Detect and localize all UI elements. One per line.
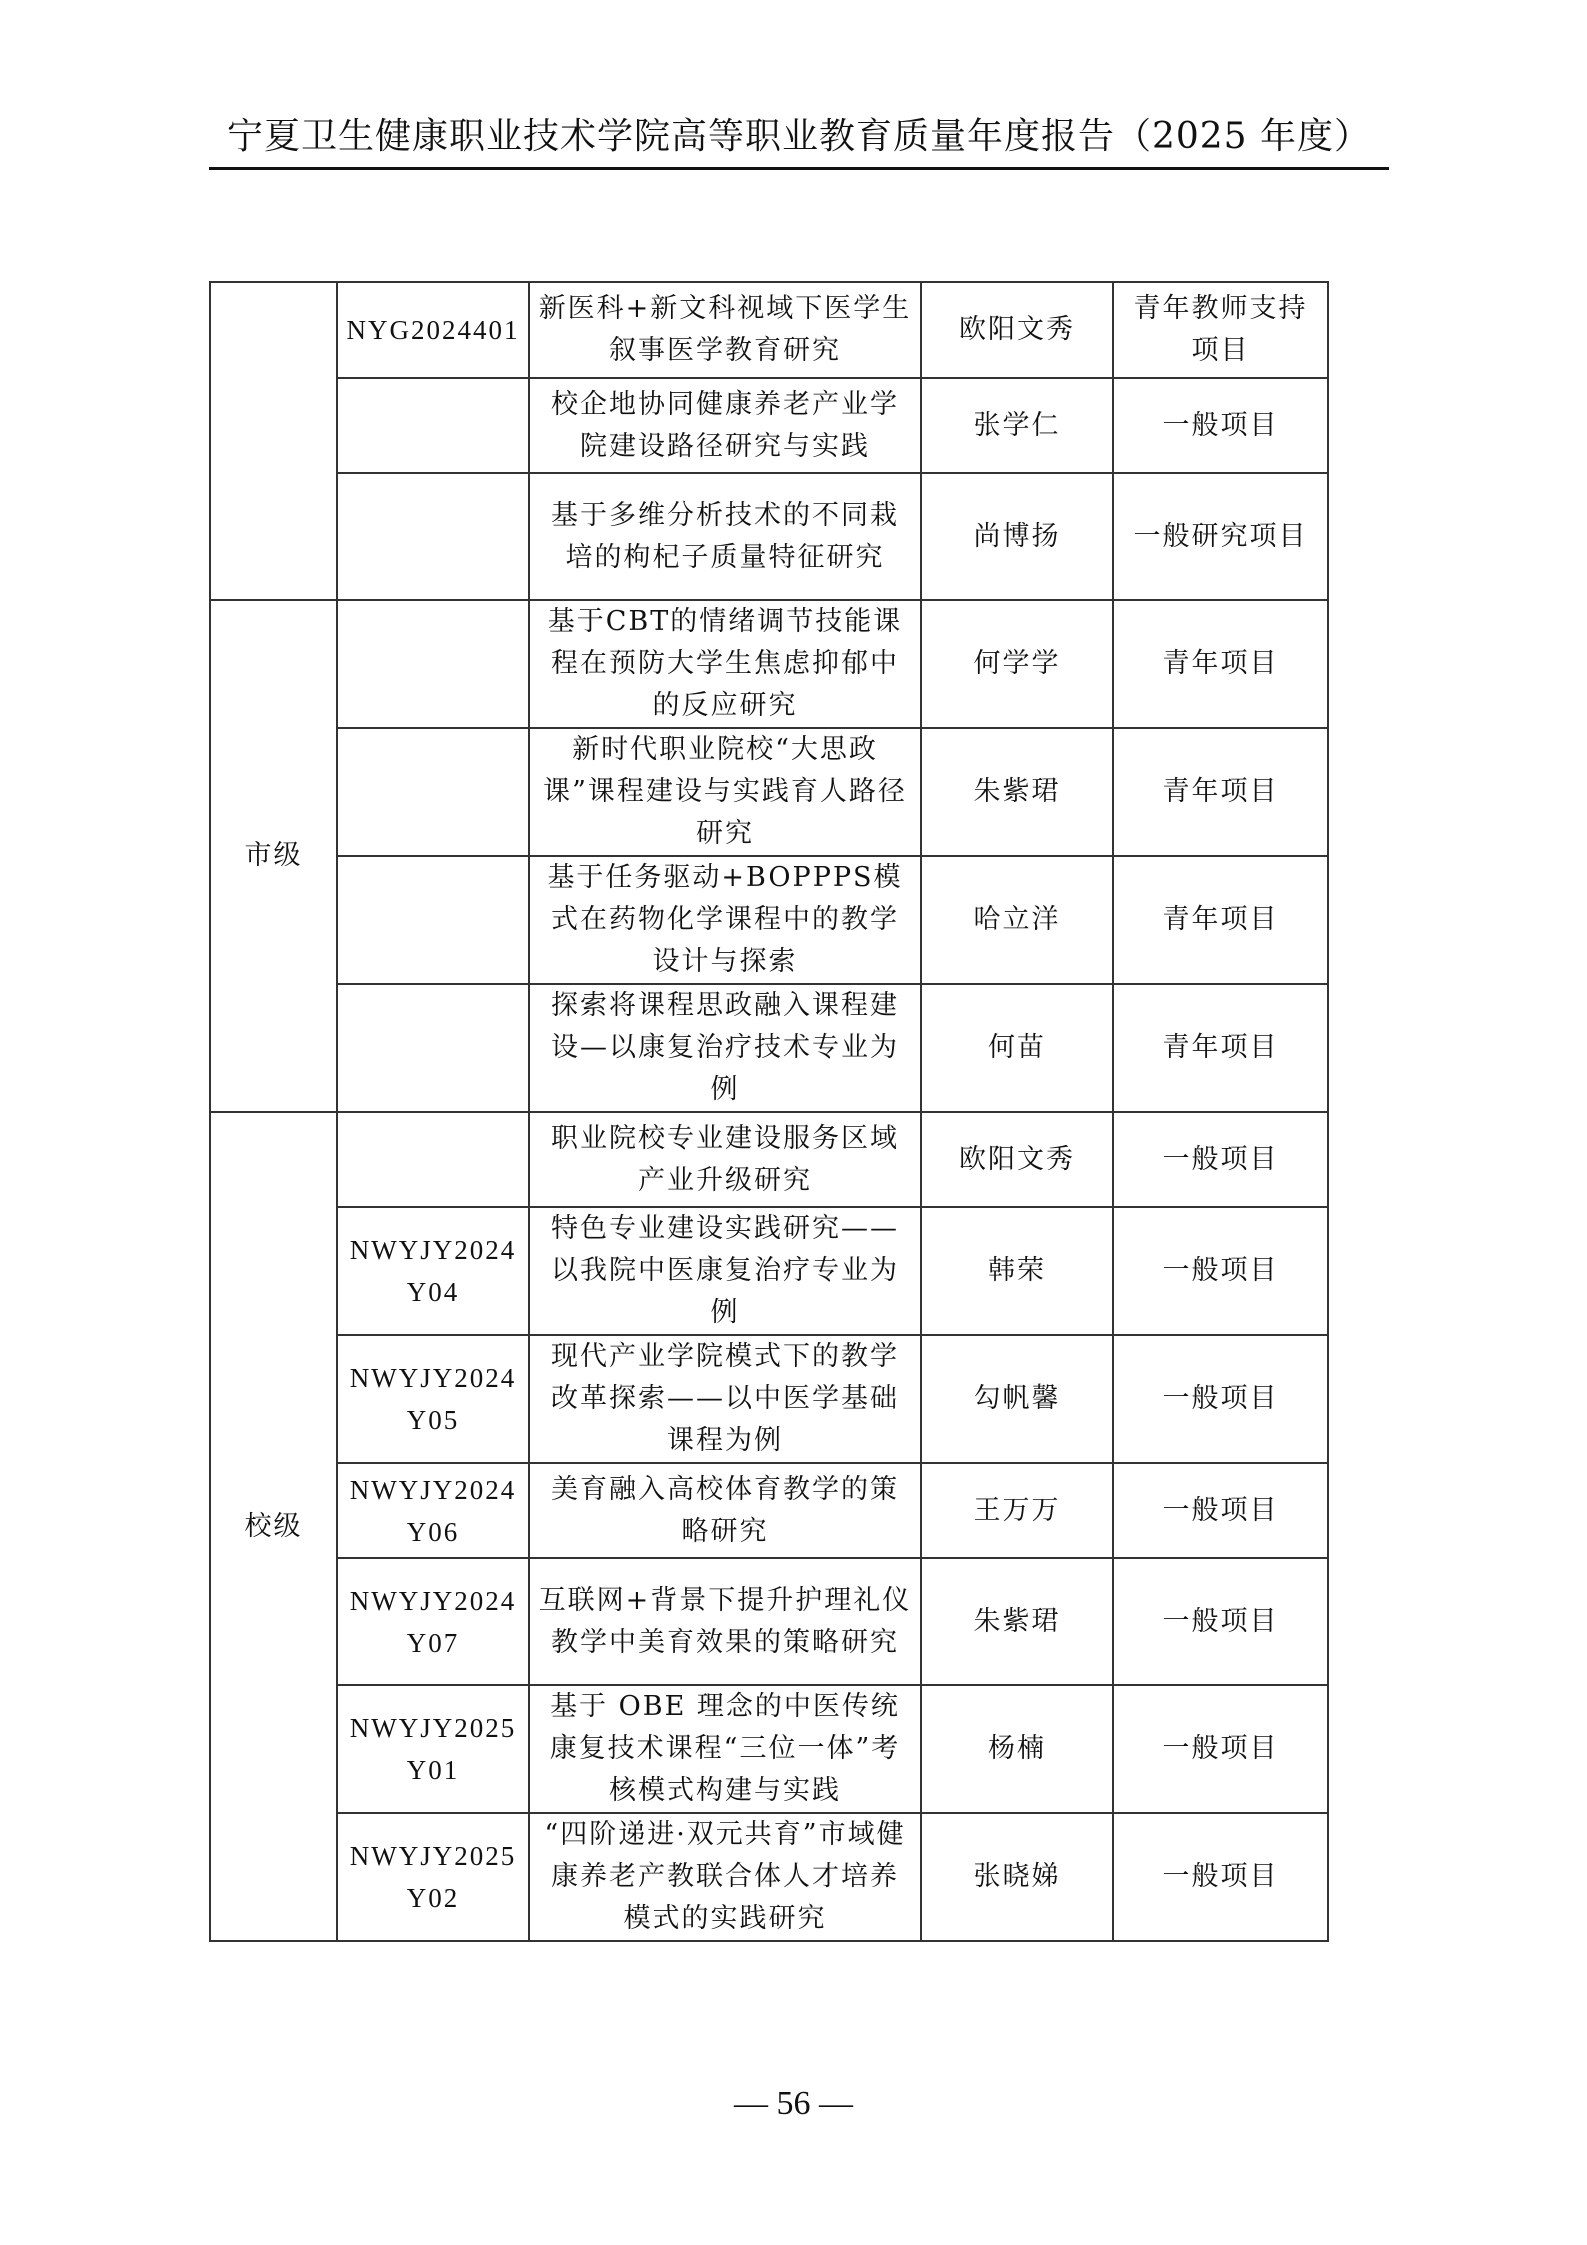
project-type: 青年项目 — [1113, 856, 1328, 984]
table-row — [210, 1207, 1328, 1335]
project-title: 基于任务驱动+BOPPPS模式在药物化学课程中的教学设计与探索 — [529, 856, 921, 984]
project-title: 新时代职业院校“大思政课”课程建设与实践育人路径研究 — [529, 728, 921, 856]
project-title: 美育融入高校体育教学的策略研究 — [529, 1463, 921, 1558]
project-type: 青年教师支持项目 — [1113, 282, 1328, 378]
project-type: 一般项目 — [1113, 1463, 1328, 1558]
project-type: 青年项目 — [1113, 728, 1328, 856]
table-row — [210, 1463, 1328, 1558]
project-code — [337, 856, 529, 984]
project-leader: 张学仁 — [921, 378, 1113, 473]
project-type: 一般项目 — [1113, 1558, 1328, 1685]
project-code: NWYJY2024Y07 — [337, 1558, 529, 1685]
project-leader: 朱紫珺 — [921, 728, 1113, 856]
header-rule — [209, 167, 1389, 170]
project-title: 探索将课程思政融入课程建设—以康复治疗技术专业为例 — [529, 984, 921, 1112]
project-type: 一般项目 — [1113, 1685, 1328, 1813]
project-leader: 何学学 — [921, 600, 1113, 728]
project-title: 基于 OBE 理念的中医传统康复技术课程“三位一体”考核模式构建与实践 — [529, 1685, 921, 1813]
table-row — [210, 1813, 1328, 1941]
project-title: “四阶递进·双元共育”市域健康养老产教联合体人才培养模式的实践研究 — [529, 1813, 921, 1941]
project-code: NWYJY2024Y06 — [337, 1463, 529, 1558]
table-row — [210, 600, 1328, 728]
project-leader: 欧阳文秀 — [921, 282, 1113, 378]
project-code — [337, 378, 529, 473]
project-leader: 勾帆馨 — [921, 1335, 1113, 1463]
project-leader: 欧阳文秀 — [921, 1112, 1113, 1207]
project-code — [337, 473, 529, 600]
table-row — [210, 1685, 1328, 1813]
level-cell-municipal: 市级 — [210, 600, 337, 1112]
project-type: 一般研究项目 — [1113, 473, 1328, 600]
project-code: NWYJY2025Y02 — [337, 1813, 529, 1941]
project-code — [337, 728, 529, 856]
project-leader: 尚博扬 — [921, 473, 1113, 600]
project-title: 职业院校专业建设服务区域产业升级研究 — [529, 1112, 921, 1207]
project-code — [337, 600, 529, 728]
page-number: — 56 — — [734, 2085, 853, 2122]
project-type: 一般项目 — [1113, 1112, 1328, 1207]
table-row — [210, 1112, 1328, 1207]
project-type: 一般项目 — [1113, 1335, 1328, 1463]
table-row — [210, 728, 1328, 856]
project-title: 校企地协同健康养老产业学院建设路径研究与实践 — [529, 378, 921, 473]
table-row — [210, 282, 1328, 378]
project-type: 一般项目 — [1113, 1207, 1328, 1335]
table-row — [210, 1558, 1328, 1685]
project-type: 青年项目 — [1113, 984, 1328, 1112]
table-row — [210, 1335, 1328, 1463]
project-leader: 朱紫珺 — [921, 1558, 1113, 1685]
level-cell — [210, 282, 337, 600]
project-title: 新医科+新文科视域下医学生叙事医学教育研究 — [529, 282, 921, 378]
project-code: NWYJY2024Y05 — [337, 1335, 529, 1463]
project-leader: 哈立洋 — [921, 856, 1113, 984]
project-code — [337, 984, 529, 1112]
table-row — [210, 378, 1328, 473]
project-title: 特色专业建设实践研究——以我院中医康复治疗专业为例 — [529, 1207, 921, 1335]
project-leader: 王万万 — [921, 1463, 1113, 1558]
project-title: 基于多维分析技术的不同栽培的枸杞子质量特征研究 — [529, 473, 921, 600]
level-cell-school: 校级 — [210, 1112, 337, 1941]
project-leader: 张晓娣 — [921, 1813, 1113, 1941]
project-code: NWYJY2024Y04 — [337, 1207, 529, 1335]
project-title: 互联网+背景下提升护理礼仪教学中美育效果的策略研究 — [529, 1558, 921, 1685]
project-leader: 韩荣 — [921, 1207, 1113, 1335]
table-row — [210, 856, 1328, 984]
project-type: 青年项目 — [1113, 600, 1328, 728]
page-header-title: 宁夏卫生健康职业技术学院高等职业教育质量年度报告（2025 年度） — [226, 116, 1372, 157]
table-row — [210, 473, 1328, 600]
project-code — [337, 1112, 529, 1207]
project-title: 基于CBT的情绪调节技能课程在预防大学生焦虑抑郁中的反应研究 — [529, 600, 921, 728]
project-title: 现代产业学院模式下的教学改革探索——以中医学基础课程为例 — [529, 1335, 921, 1463]
project-type: 一般项目 — [1113, 1813, 1328, 1941]
project-type: 一般项目 — [1113, 378, 1328, 473]
research-projects-table — [209, 281, 1329, 1942]
project-code: NWYJY2025Y01 — [337, 1685, 529, 1813]
project-leader: 杨楠 — [921, 1685, 1113, 1813]
table-row — [210, 984, 1328, 1112]
project-code: NYG2024401 — [337, 282, 529, 378]
project-leader: 何苗 — [921, 984, 1113, 1112]
